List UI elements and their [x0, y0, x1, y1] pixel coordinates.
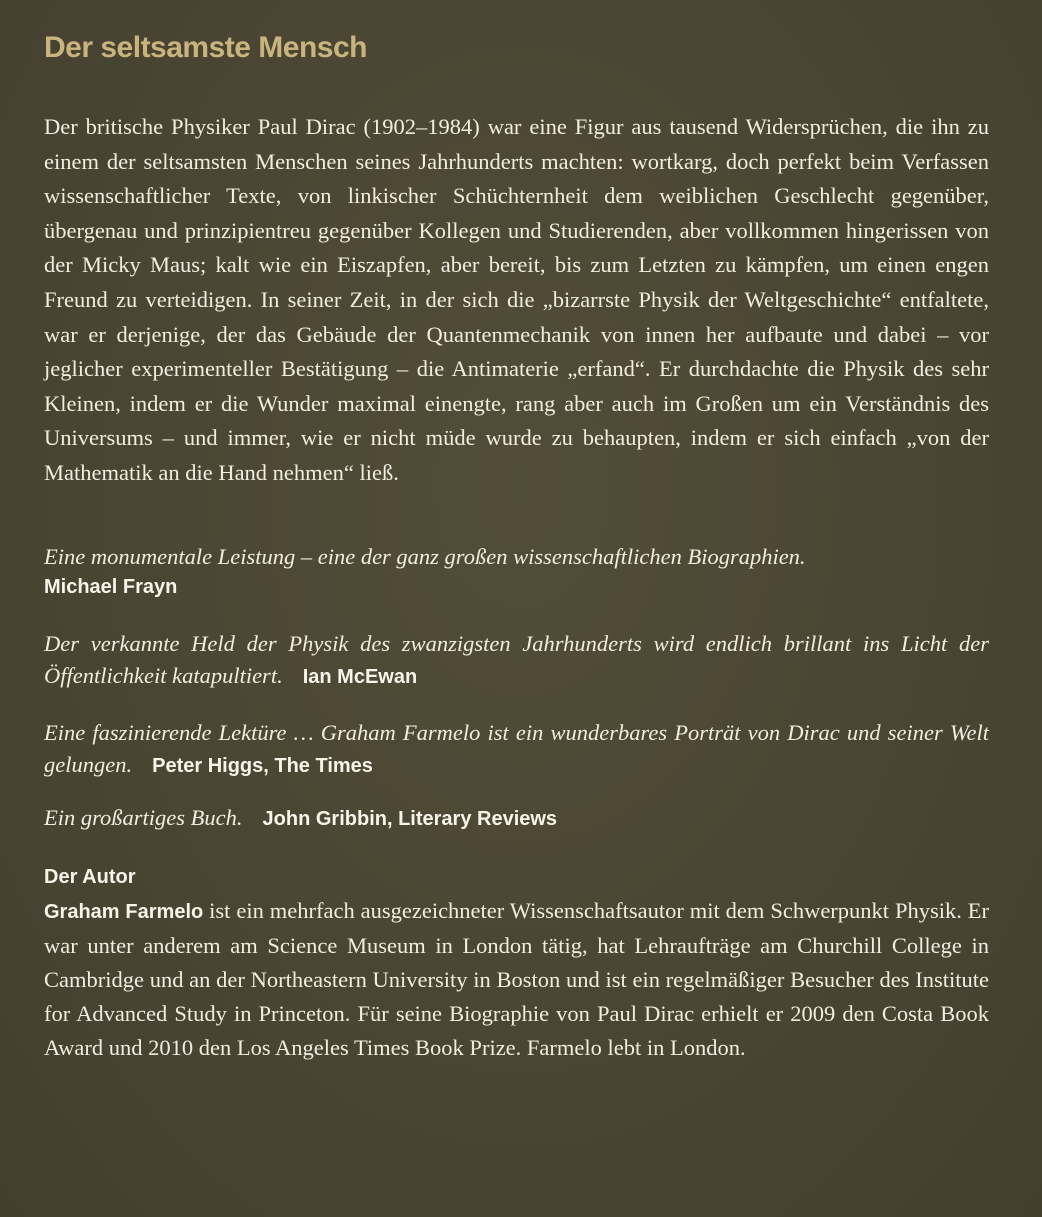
quote-text: Der verkannte Held der Physik des zwanzigsten Jahrhunderts wird endlich brillant ins Licht der Öffentlichkeit katapultiert. — [44, 631, 989, 688]
quote-text: Eine monumentale Leistung – eine der ganz großen wissenschaftlichen Biographien. — [44, 543, 806, 569]
blurb-paragraph: Der britische Physiker Paul Dirac (1902–1984) war eine Figur aus tausend Widersprüchen, die ihn zu einem der seltsamsten Menschen seines Jahrhunderts machten: wortkarg, doch perfekt beim Verfassen wissenschaftlicher Texte, von linkischer Schüchternheit dem weiblichen Geschlecht gegenüber, übergenau und prinzipientreu gegenüber Kollegen und Studierenden, aber vollkommen hingerissen von der Micky Maus; kalt wie ein Eiszapfen, aber bereit, bis zum Letzten zu kämpfen, um einen engen Freund zu verteidigen. In seiner Zeit, in der sich die „bizarrste Physik der Weltgeschichte“ entfaltete, war er derjenige, der das Gebäude der Quantenmechanik von innen her aufbaute und dabei – vor jeglicher experimenteller Bestätigung – die Antimaterie „erfand“. Er durchdachte die Physik des sehr Kleinen, indem er die Wunder maximal einengte, rang aber auch im Großen um ein Verständnis des Universums – und immer, wie er nicht müde wurde zu behaupten, indem er sich einfach „von der Mathematik an die Hand nehmen“ ließ. — [44, 114, 989, 485]
quote-source: Peter Higgs, The Times — [152, 754, 373, 777]
quote-source: John Gribbin, Literary Reviews — [262, 808, 558, 831]
quote-text: Eine faszinierende Lektüre … Graham Farmelo ist ein wunderbares Porträt von Dirac und seiner Welt gelungen. — [44, 720, 989, 777]
author-name: Graham Farmelo — [44, 900, 204, 923]
author-bio-text: ist ein mehrfach ausgezeichneter Wissenschaftsautor mit dem Schwerpunkt Physik. Er war unter anderem am Science Museum in London tätig, hat Lehraufträge am Churchill College in Cambridge und an der Northeastern University in Boston und ist ein regelmäßiger Besucher des Institute for Advanced Study in Princeton. Für seine Biographie von Paul Dirac erhielt er 2009 den Costa Book Award und 2010 den Los Angeles Times Book Prize. Farmelo lebt in London. — [44, 897, 990, 1061]
quote-source: Ian McEwan — [302, 665, 418, 688]
review-quote — [44, 628, 989, 693]
review-quote — [44, 802, 989, 836]
quote-source: Michael Frayn — [44, 576, 178, 599]
page-title: Der seltsamste Mensch — [44, 31, 367, 64]
author-bio — [44, 894, 989, 1066]
author-heading: Der Autor — [44, 865, 136, 888]
review-quote — [44, 717, 989, 782]
quote-text: Ein großartiges Buch. — [44, 805, 243, 831]
review-quote — [44, 541, 989, 603]
back-cover — [44, 28, 989, 1066]
